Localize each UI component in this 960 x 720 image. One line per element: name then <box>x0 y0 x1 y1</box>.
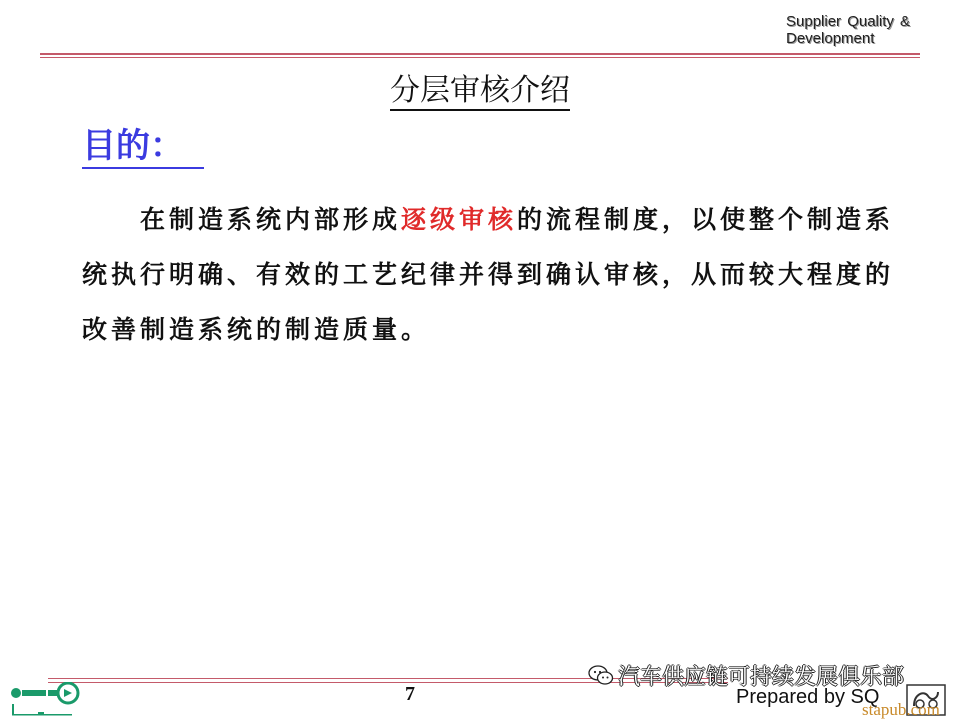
body-text-highlight: 逐级审核 <box>401 205 518 234</box>
body-text-after: 的流程制度，以使整个制造系统执行明确、有效的工艺纪律并得到确认审核，从而较大程度的改善制造系统的制造质量。 <box>82 205 895 344</box>
wechat-icon <box>588 664 614 686</box>
page-number: 7 <box>405 683 415 705</box>
slide-title-text: 分层审核介绍 <box>390 73 570 111</box>
prepared-by: Prepared by SQ <box>736 686 880 708</box>
header-rule-thin <box>40 57 920 58</box>
header-rule-thick <box>40 53 920 55</box>
site-watermark: stapub.com <box>862 700 940 719</box>
body-text-before: 在制造系统内部形成 <box>140 205 402 234</box>
body-paragraph <box>82 192 902 357</box>
company-logo-icon <box>10 682 86 718</box>
header-department: Supplier Quality & Development <box>786 13 911 47</box>
watermark-text: 汽车供应链可持续发展俱乐部 <box>618 665 905 690</box>
section-heading: 目的： <box>82 125 204 169</box>
slide-title <box>0 72 960 110</box>
